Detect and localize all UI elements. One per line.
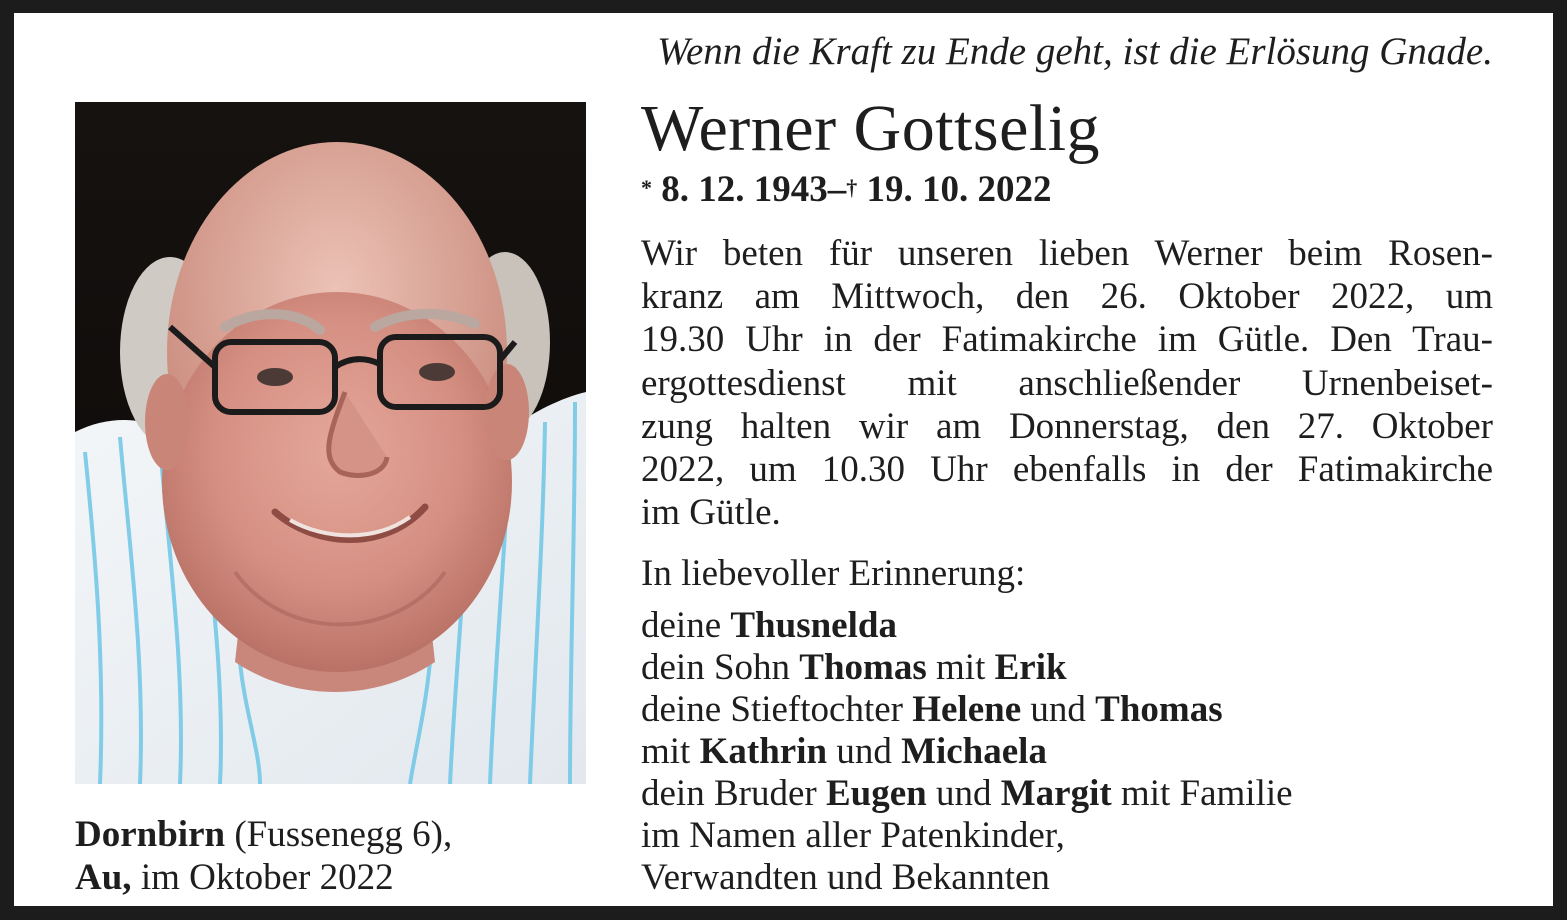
place-line [75, 813, 452, 856]
mourner-line: Verwandten und Bekannten [641, 857, 1050, 898]
mourner-text: dein Sohn [641, 647, 800, 688]
announcement-text [641, 232, 1493, 534]
announcement-line: 2022, um 10.30 Uhr ebenfalls in der Fatimakirche [641, 449, 1493, 491]
announcement-line: zung halten wir am Donnerstag, den 27. Oktober [641, 405, 1493, 447]
place-and-date [75, 813, 452, 899]
mourner-name: Thomas [1095, 689, 1223, 730]
announcement-line: Wir beten für unseren lieben Werner beim Rosen- [641, 233, 1493, 274]
mourner-line [641, 605, 1293, 647]
announcement-line: 19.30 Uhr in der Fatimakirche im Gütle. Den Trau- [641, 319, 1493, 361]
announcement-line: kranz am Mittwoch, den 26. Oktober 2022, um [641, 276, 1493, 318]
mourner-text: mit [926, 647, 995, 688]
mourner-text: und [926, 773, 1001, 814]
mourner-line [641, 731, 1293, 773]
mourner-text: deine [641, 605, 731, 646]
mourner-text: deine Stieftochter [641, 689, 913, 730]
mourner-name: Michaela [901, 731, 1047, 772]
month-year: im Oktober 2022 [131, 857, 394, 898]
birth-date: 8. 12. 1943 [661, 169, 828, 210]
mourner-name: Kathrin [699, 731, 828, 772]
mourner-name: Margit [1000, 773, 1112, 814]
birth-symbol: * [641, 175, 652, 200]
mourner-name: Thomas [799, 647, 927, 688]
mourner-line [641, 689, 1293, 731]
mourner-line [641, 773, 1293, 815]
mourner-line [641, 647, 1293, 689]
mourner-name: Thusnelda [730, 605, 897, 646]
town-name: Dornbirn [75, 814, 226, 855]
announcement-line: im Gütle. [641, 492, 781, 534]
life-dates [641, 168, 1052, 216]
place-line [75, 856, 452, 899]
death-date: 19. 10. 2022 [866, 169, 1052, 210]
mourners-list [641, 553, 1293, 899]
mourner-name: Erik [994, 647, 1067, 688]
deceased-name: Werner Gottselig [641, 92, 1101, 165]
town-name: Au, [75, 857, 132, 898]
mourner-text: mit [641, 731, 700, 772]
mourner-text: mit Familie [1111, 773, 1293, 814]
mourner-text: und [827, 731, 902, 772]
motto-quote: Wenn die Kraft zu Ende geht, ist die Erlösung Gnade. [657, 30, 1493, 73]
mourner-name: Eugen [825, 773, 927, 814]
mourner-text: und [1021, 689, 1096, 730]
mourner-text: dein Bruder [641, 773, 826, 814]
mourner-line: im Namen aller Patenkinder, [641, 815, 1065, 856]
date-separator: – [827, 169, 847, 210]
mourner-name: Helene [912, 689, 1022, 730]
death-symbol: † [846, 175, 858, 200]
mourners-heading: In liebevoller Erinnerung: [641, 553, 1026, 594]
announcement-line: ergottesdienst mit anschließender Urnenbeiset- [641, 362, 1493, 404]
address: (Fussenegg 6), [225, 814, 453, 855]
portrait-photo [75, 102, 586, 784]
